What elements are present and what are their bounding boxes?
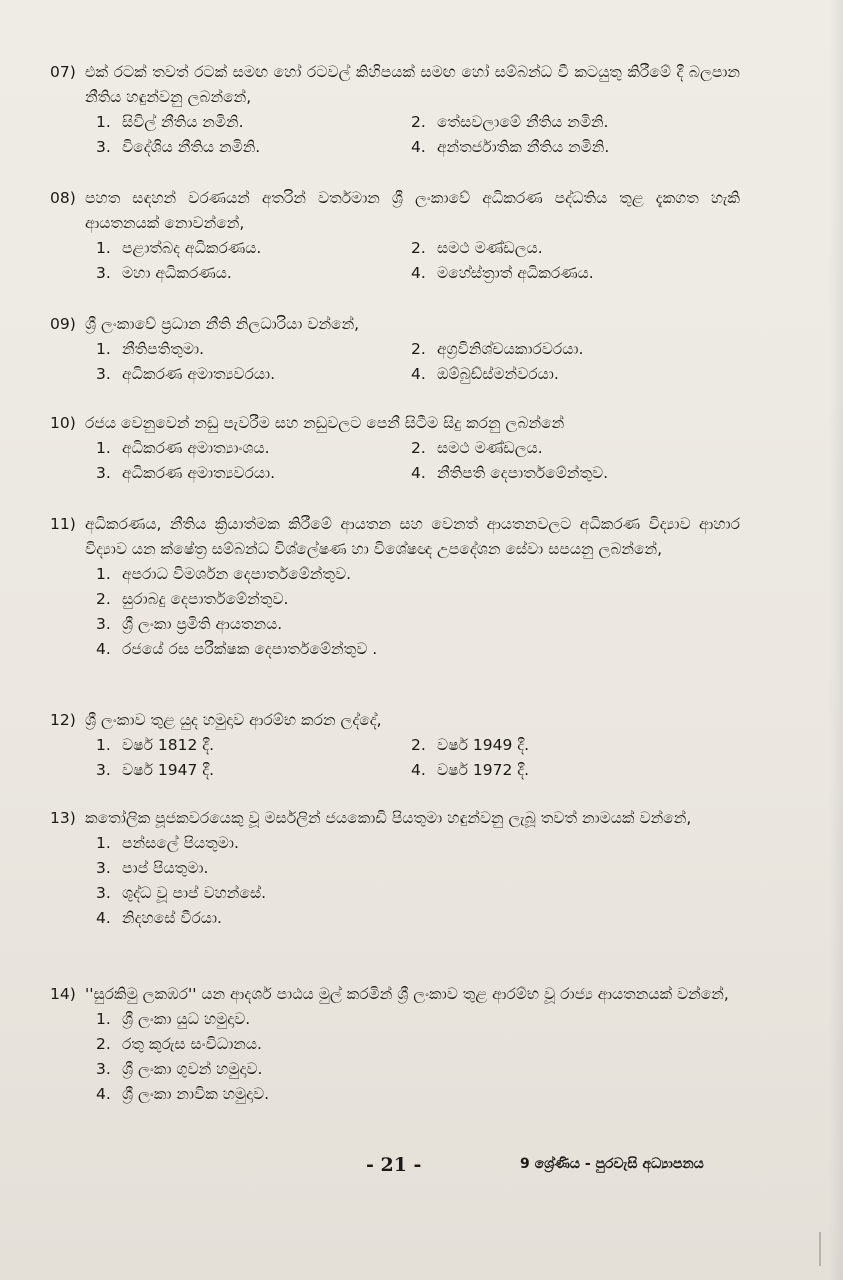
- option-4: 4. ඔම්බුඩ්ස්මන්වරයා.: [411, 365, 559, 383]
- options: [96, 337, 740, 387]
- options: [96, 1007, 740, 1107]
- option-3: 3. ශ්‍රී ලංකා ගුවන් හමුදාව.: [96, 1060, 263, 1078]
- question-13: [50, 806, 740, 931]
- option-2: 2. සුරාබදු දෙපාර්තමේන්තුව.: [96, 590, 289, 608]
- question-text: කතෝලික පූජකවරයෙකු වූ මර්සලින් ජයකොඩි පියතුමා හඳුන්වනු ලැබූ තවත් නාමයක් වන්නේ,: [85, 809, 692, 827]
- question-text: ශ්‍රී ලංකාවේ ප්‍රධාන නීති නිලධාරියා වන්නේ,: [85, 315, 360, 333]
- question-text: පහත සඳහන් වරණයන් අතරින් වර්තමාන ශ්‍රී ලංකාවේ අධිකරණ පද්ධතිය තුළ දැකගත හැකි ආයතනයක් නොවන්නේ,: [85, 189, 740, 232]
- option-2: 2. වර්ෂ 1949 දී.: [411, 736, 530, 754]
- page-number: - 21 -: [366, 1154, 422, 1176]
- option-2: 2. සමථ මණ්ඩලය.: [411, 239, 543, 257]
- option-3: 3. මහා අධිකරණය.: [96, 264, 232, 282]
- option-1: 1. පළාත්බද අධිකරණය.: [96, 239, 262, 257]
- option-1: 1. අපරාධ විමර්ශන දෙපාර්තමේන්තුව.: [96, 565, 352, 583]
- question-text: එක් රටක් තවත් රටක් සමඟ හෝ රටවල් කිහිපයක් සමඟ හෝ සම්බන්ධ වී කටයුතු කිරීමේ දී බලපාන නීතිය හඳුන්වනු ලබන්නේ,: [85, 63, 740, 106]
- option-1: 1. සිවිල් නීතිය නමිනි.: [96, 113, 244, 131]
- option-4: 4. මහේස්ත්‍රාත් අධිකරණය.: [411, 264, 594, 282]
- option-1: 1. අධිකරණ අමාත්‍යාංශය.: [96, 439, 270, 457]
- option-2: 3. පාප් පියතුමා.: [96, 859, 209, 877]
- question-number: 13): [50, 809, 76, 827]
- question-number: 07): [50, 63, 76, 81]
- option-3: 3. විදේශිය නීතිය නමිනි.: [96, 138, 261, 156]
- options: [96, 236, 740, 286]
- option-2: 2. සමථ මණ්ඩලය.: [411, 439, 543, 457]
- option-1: 1. වර්ෂ 1812 දී.: [96, 736, 215, 754]
- option-2: 2. රතු කුරුස සංවිධානය.: [96, 1035, 262, 1053]
- option-1: 1. පන්සලේ පියතුමා.: [96, 834, 239, 852]
- question-text: ''සුරකිමු ලකඹර'' යන ආදර්ශ පාඨය මුල් කරමින් ශ්‍රී ලංකාව තුළ ආරම්භ වූ රාජ්‍ය ආයතනයක් වන්නේ,: [85, 985, 729, 1003]
- question-text: රජය වෙනුවෙන් නඩු පැවරීම සහ නඩුවලට පෙනී සිටීම සිදු කරනු ලබන්නේ: [85, 414, 565, 432]
- option-4: 4. රජයේ රස පරීක්ෂක දෙපාර්තමේන්තුව .: [96, 640, 378, 658]
- question-11: [50, 512, 740, 662]
- question-09: [50, 312, 740, 387]
- question-12: [50, 708, 740, 783]
- question-number: 09): [50, 315, 76, 333]
- options: [96, 562, 740, 662]
- corner-mark: [819, 1232, 821, 1266]
- question-14: [50, 982, 740, 1107]
- question-07: [50, 60, 740, 160]
- page-edge-shadow: [829, 0, 843, 1280]
- question-08: [50, 186, 740, 286]
- option-3: 3. ශ්‍රී ලංකා ප්‍රමිති ආයතනය.: [96, 615, 283, 633]
- option-4: 4. නිදහසේ වීරයා.: [96, 909, 222, 927]
- question-number: 10): [50, 414, 76, 432]
- option-3: 3. ශුද්ධ වූ පාප් වහන්සේ.: [96, 884, 267, 902]
- question-number: 14): [50, 985, 76, 1003]
- option-3: 3. අධිකරණ අමාත්‍යවරයා.: [96, 365, 276, 383]
- option-4: 4. ශ්‍රී ලංකා නාවික හමුදාව.: [96, 1085, 270, 1103]
- option-3: 3. අධිකරණ අමාත්‍යවරයා.: [96, 464, 276, 482]
- option-2: 2. අග්‍රවිනිශ්චයකාරවරයා.: [411, 340, 584, 358]
- option-4: 4. නීතිපති දෙපාර්තමේන්තුව.: [411, 464, 609, 482]
- option-3: 3. වර්ෂ 1947 දී.: [96, 761, 215, 779]
- question-text: අධිකරණය, නීතිය ක්‍රියාත්මක කිරීමේ ආයතන සහ වෙනත් ආයතනවලට අධිකරණ විද්‍යාව ආහාර විද්‍යාව යන ක්ෂේත්‍ර සම්බන්ධ විශ්ලේෂණ හා විශේෂඥ උපදේශන සේවා සපයනු ලබන්නේ,: [85, 515, 740, 558]
- option-1: 1. ශ්‍රී ලංකා යුධ හමුදාව.: [96, 1010, 251, 1028]
- question-number: 12): [50, 711, 76, 729]
- question-number: 11): [50, 515, 76, 533]
- page-footer: [0, 1154, 843, 1184]
- options: [96, 733, 740, 783]
- options: [96, 110, 740, 160]
- question-number: 08): [50, 189, 76, 207]
- question-text: ශ්‍රී ලංකාව තුළ යුද හමුදාව ආරම්භ කරන ලද්දේ,: [85, 711, 382, 729]
- option-1: 1. නීතිපතිතුමා.: [96, 340, 205, 358]
- option-4: 4. අන්තර්ජාතික නීතිය නමිනි.: [411, 138, 610, 156]
- option-2: 2. තේසවලාමේ නීතිය නමිනි.: [411, 113, 609, 131]
- options: [96, 436, 740, 486]
- options: [96, 831, 740, 931]
- option-4: 4. වර්ෂ 1972 දී.: [411, 761, 530, 779]
- question-10: [50, 411, 740, 486]
- footer-title: 9 ශ්‍රේණිය - පුරවැසි අධ්‍යාපනය: [520, 1156, 704, 1172]
